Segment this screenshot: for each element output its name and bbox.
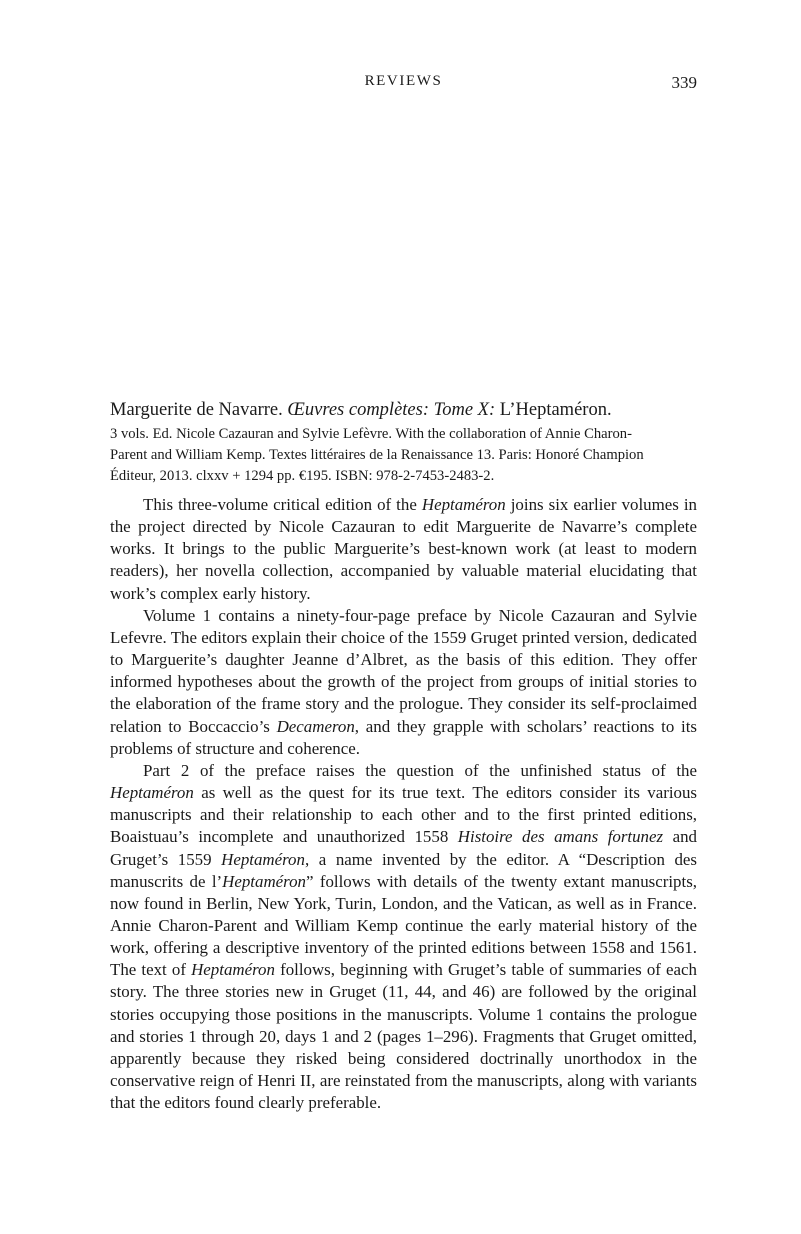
italic-title: Heptaméron <box>191 960 275 980</box>
paragraph-text: This three-volume critical edition of the <box>143 495 422 514</box>
paragraph-text: ” follows with details of the twenty extant manuscripts, now found in Berlin, New York, Turin, London, and the Vatican, as well as in France. Annie Charon-Parent and William Kemp continue the early material history of the work, offering a descriptive inventory of the printed editions between 1558 and 1561. The text of <box>110 871 697 980</box>
publication-details <box>110 424 700 487</box>
italic-title: Histoire des amans fortunez <box>457 827 664 847</box>
page-number: 339 <box>671 73 697 92</box>
paragraph-text: as well as the quest for its true text. The editors consider its various manuscripts and their relationship to each other and to the first printed editions, Boaistuau’s incomplete and unauthorized 1558 <box>110 783 697 847</box>
italic-title: Heptaméron <box>221 849 305 869</box>
paragraph-text: Volume 1 contains a ninety-four-page preface by Nicole Cazauran and Sylvie Lefevre. The editors explain their choice of the 1559 Gruget printed version, dedicated to Marguerite’s daughter Jeanne d’Albret, as the basis of this edition. They offer informed hypotheses about the growth of the project from groups of initial stories to the elaboration of the frame story and the prologue. They consider its self-proclaimed relation to Boccaccio’s <box>110 605 697 736</box>
publication-line: Éditeur, 2013. clxxv + 1294 pp. €195. ISBN: 978-2-7453-2483-2. <box>110 468 495 484</box>
review-body <box>110 494 697 1114</box>
paragraph-text: Part 2 of the preface raises the question of the unfinished status of the <box>143 760 697 780</box>
book-author: Marguerite de Navarre. <box>110 400 283 420</box>
paragraph <box>110 760 697 1115</box>
italic-title: Heptaméron <box>421 495 506 514</box>
running-head <box>110 73 697 97</box>
paragraph-text: and Gruget’s 1559 <box>110 827 697 869</box>
publication-line: Parent and William Kemp. Textes littéraires de la Renaissance 13. Paris: Honoré Champion <box>110 447 644 463</box>
book-title-roman: L’Heptaméron. <box>499 400 612 420</box>
paragraph-text: follows, beginning with Gruget’s table of summaries of each story. The three stories new in Gruget (11, 44, and 46) are followed by the original stories occupying those positions in the manuscripts. Volume 1 contains the prologue and stories 1 through 20, days 1 and 2 (pages 1–296). Fragments that Gruget omitted, apparently because they risked being considered doctrinally unorthodox in the conservative reign of Henri II, are reinstated from the manuscripts, along with variants that the editors found clearly preferable. <box>110 960 697 1113</box>
italic-title: Decameron <box>276 716 355 736</box>
paragraph-text: , a name invented by the editor. A “Description des manuscrits de l’ <box>110 849 697 891</box>
paragraph <box>110 494 697 605</box>
book-title <box>110 398 700 422</box>
running-title: REVIEWS <box>364 73 443 89</box>
publication-line: 3 vols. Ed. Nicole Cazauran and Sylvie Lefèvre. With the collaboration of Annie Charon- <box>110 426 632 442</box>
paragraph <box>110 605 697 760</box>
paragraph-text: joins six earlier volumes in the project directed by Nicole Cazauran to edit Marguerite de Navarre’s complete works. It brings to the public Marguerite’s best-known work (at least to modern readers), her novella collection, accompanied by valuable material elucidating that work’s complex early history. <box>110 495 697 603</box>
review-heading <box>110 398 700 487</box>
italic-title: Heptaméron <box>222 871 306 891</box>
book-title-italic: Œuvres complètes: Tome X: <box>287 400 496 420</box>
paragraph-text: , and they grapple with scholars’ reactions to its problems of structure and coherence. <box>110 716 697 758</box>
italic-title: Heptaméron <box>110 783 194 803</box>
